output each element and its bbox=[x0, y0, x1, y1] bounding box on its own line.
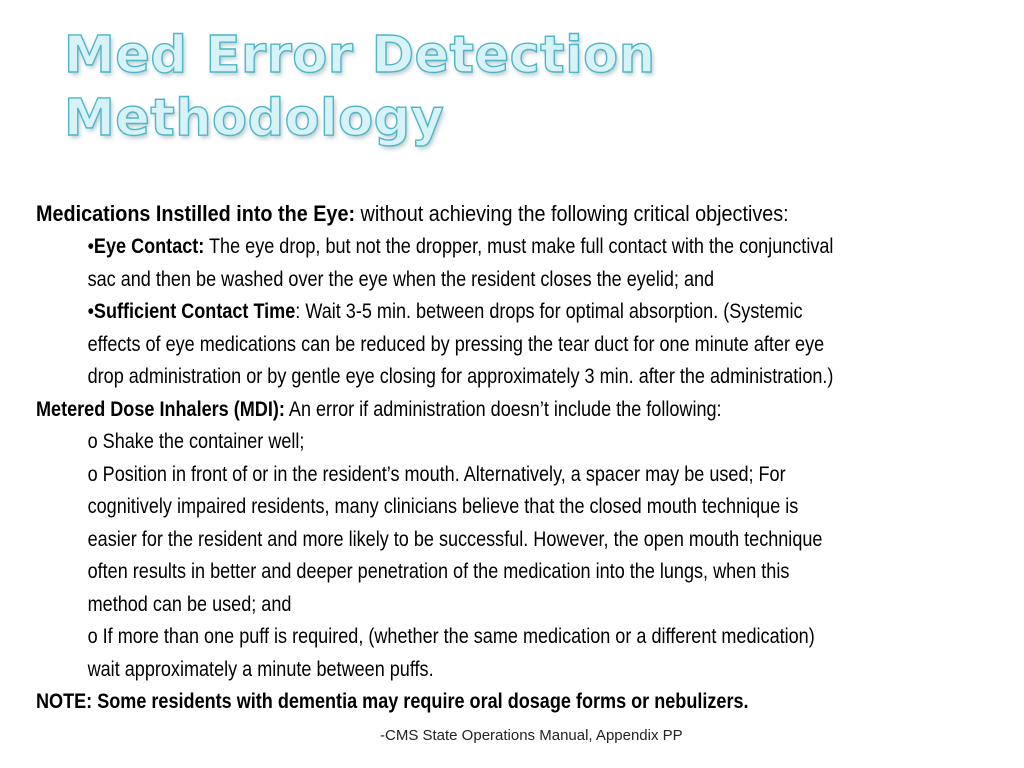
mdi-item-position-cont-2: easier for the resident and more likely to be successful. However, the open mouth technique bbox=[87, 527, 823, 551]
eye-contact-item bbox=[36, 231, 875, 264]
source-citation: -CMS State Operations Manual, Appendix PP bbox=[380, 727, 683, 744]
title-line-1: Med Error Detection bbox=[64, 26, 656, 85]
mdi-item-position: o Position in front of or in the resident’s mouth. Alternatively, a spacer may be used; For bbox=[87, 462, 786, 486]
bullet-icon: • bbox=[87, 235, 94, 258]
eye-contact-text-cont: sac and then be washed over the eye when the resident closes the eyelid; and bbox=[87, 267, 715, 291]
eye-section-heading bbox=[36, 197, 894, 231]
contact-time-text: : Wait 3-5 min. between drops for optimal absorption. (Systemic bbox=[295, 300, 803, 323]
contact-time-text-cont-2: drop administration or by gentle eye closing for approximately 3 min. after the administration.) bbox=[87, 365, 834, 388]
contact-time-item bbox=[36, 296, 875, 329]
eye-heading-intro: without achieving the following critical objectives: bbox=[355, 201, 789, 226]
slide-title bbox=[64, 24, 964, 150]
mdi-item-puff: o If more than one puff is required, (whether the same medication or a different medication) bbox=[87, 625, 815, 648]
dementia-note: NOTE: Some residents with dementia may require oral dosage forms or nebulizers. bbox=[36, 690, 749, 713]
mdi-item-position-cont-1: cognitively impaired residents, many clinicians believe that the closed mouth technique is bbox=[87, 495, 799, 518]
mdi-item-shake: o Shake the container well; bbox=[87, 430, 305, 453]
mdi-item-position-cont-3: often results in better and deeper penetration of the medication into the lungs, when this bbox=[87, 560, 790, 583]
mdi-item-position-cont-4: method can be used; and bbox=[87, 592, 292, 616]
eye-heading-label: Medications Instilled into the Eye: bbox=[36, 201, 356, 226]
contact-time-label: Sufficient Contact Time bbox=[93, 300, 296, 323]
eye-contact-label: Eye Contact: bbox=[93, 235, 205, 258]
mdi-heading-label: Metered Dose Inhalers (MDI): bbox=[36, 397, 285, 421]
slide-body bbox=[36, 197, 1011, 719]
bullet-icon: • bbox=[87, 300, 94, 323]
mdi-item-puff-cont: wait approximately a minute between puffs. bbox=[87, 657, 434, 681]
title-line-2: Methodology bbox=[64, 89, 445, 148]
eye-contact-text: The eye drop, but not the dropper, must make full contact with the conjunctival bbox=[204, 235, 834, 258]
contact-time-text-cont-1: effects of eye medications can be reduced by pressing the tear duct for one minute after eye bbox=[87, 332, 825, 356]
mdi-section-heading bbox=[36, 394, 875, 427]
mdi-heading-intro: An error if administration doesn’t include the following: bbox=[284, 397, 722, 421]
